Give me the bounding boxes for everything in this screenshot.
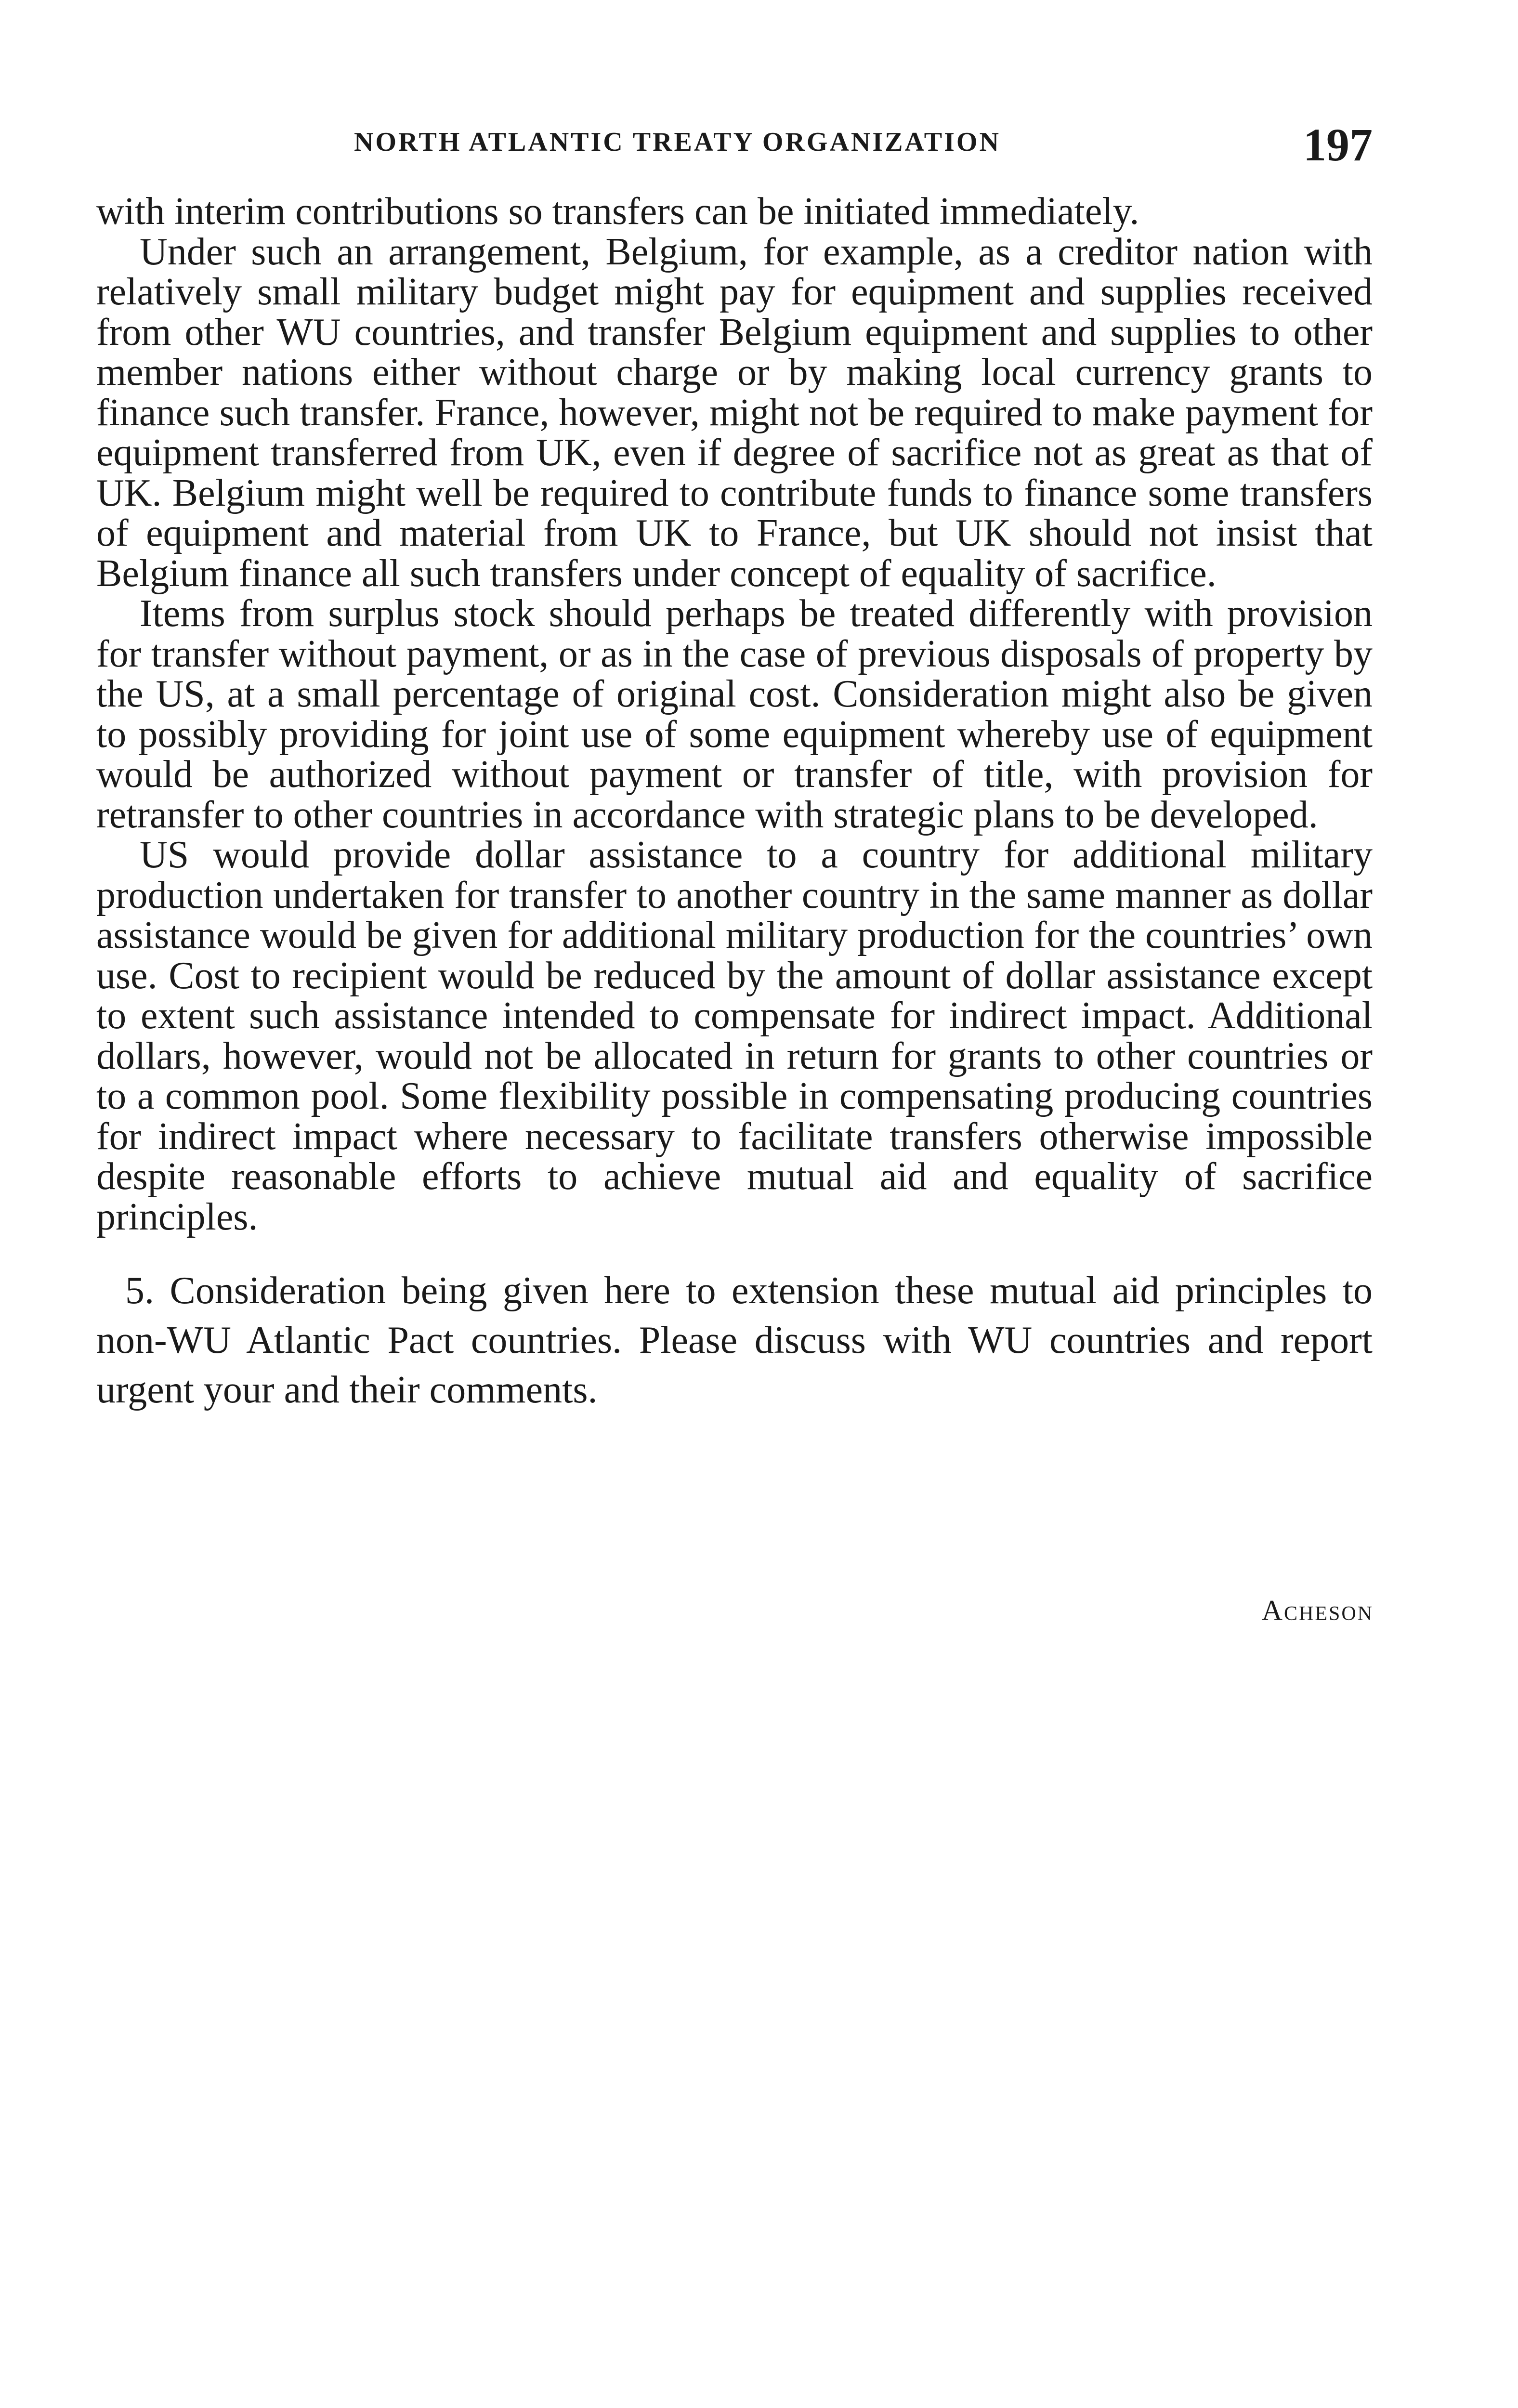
page-number: 197 [1303, 119, 1373, 170]
body-text [96, 192, 1373, 1415]
running-title: NORTH ATLANTIC TREATY ORGANIZATION [354, 127, 1001, 157]
paragraph-belgium-arrangement: Under such an arrangement, Belgium, for example, as a creditor nation with relatively small military budget might pay for equipment and supplies received from other WU countries, and transfer Belgium equipment and supplies to other member nations either without charge or by making local currency grants to finance such transfer. France, however, might not be required to make payment for equipment transferred from UK, even if degree of sacrifice not as great as that of UK. Belgium might well be required to contribute funds to finance some transfers of equipment and material from UK to France, but UK should not insist that Belgium finance all such transfers under concept of equality of sacrifice. [96, 230, 1373, 595]
paragraph-surplus-stock: Items from surplus stock should perhaps be treated differently with provision for transfer without payment, or as in the case of previous disposals of property by the US, at a small percentage of original cost. Consideration might also be given to possibly providing for joint use of some equipment whereby use of equipment would be authorized without payment or transfer of title, with provision for retransfer to other countries in accordance with strategic plans to be developed. [96, 592, 1373, 836]
paragraph-numbered-5: 5. Consideration being given here to extension these mutual aid principles to non-WU Atlantic Pact countries. Please discuss with WU countries and report urgent your and their comments. [96, 1269, 1373, 1411]
paragraph-continuation: with interim contributions so transfers can be initiated immediately. [96, 190, 1139, 233]
signature: Acheson [1261, 1595, 1374, 1626]
running-head [96, 118, 1373, 171]
paragraph-dollar-assistance: US would provide dollar assistance to a country for additional military production undertaken for transfer to another country in the same manner as dollar assistance would be given for additional military production for the countries’ own use. Cost to recipient would be reduced by the amount of dollar assistance except to extent such assistance intended to compensate for indirect impact. Additional dollars, however, would not be allocated in return for grants to other countries or to a common pool. Some flexibility possible in compensating producing countries for indirect impact where necessary to facilitate transfers otherwise impossible despite reasonable efforts to achieve mutual aid and equality of sacrifice principles. [96, 834, 1373, 1238]
